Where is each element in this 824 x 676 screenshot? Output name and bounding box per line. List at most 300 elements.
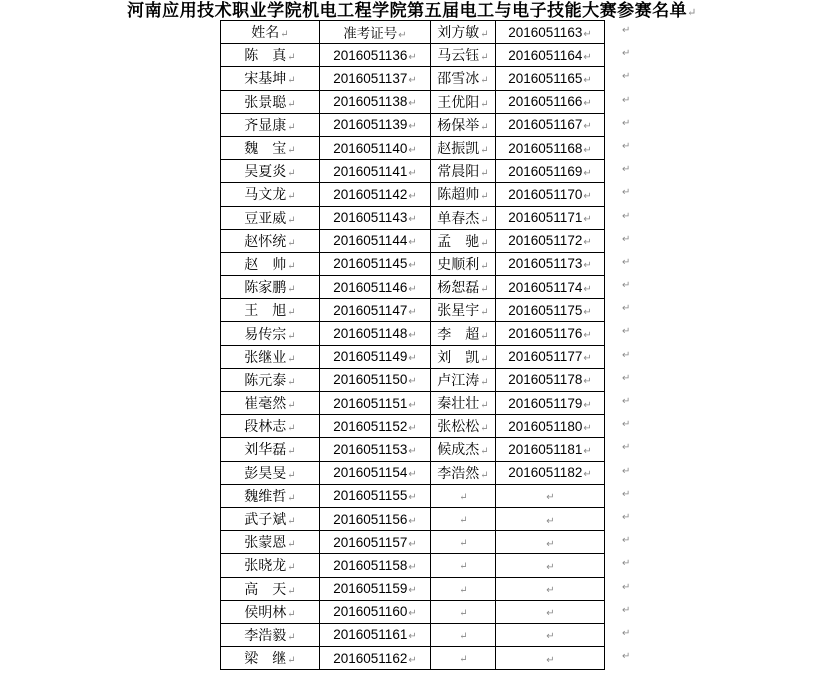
name-cell xyxy=(221,21,320,44)
row-end-mark-icon: ↵ xyxy=(622,534,631,546)
name-cell xyxy=(431,299,496,322)
cell-text: 2016051164 xyxy=(508,47,583,63)
paragraph-mark-icon: ↵ xyxy=(459,584,468,596)
cell-text: 陈家鹏 xyxy=(244,280,287,297)
paragraph-mark-icon: ↵ xyxy=(546,585,555,597)
paragraph-mark-icon: ↵ xyxy=(546,538,555,550)
row-end-mark-icon: ↵ xyxy=(622,511,631,523)
paragraph-mark-icon: ↵ xyxy=(287,492,296,504)
paragraph-mark-icon: ↵ xyxy=(459,607,468,619)
paragraph-mark-icon: ↵ xyxy=(287,284,296,296)
exam-id-cell xyxy=(320,554,431,577)
cell-text: 段林志 xyxy=(244,419,287,436)
cell-text: 2016051157 xyxy=(333,534,408,550)
name-cell xyxy=(431,21,496,44)
paragraph-mark-icon: ↵ xyxy=(408,631,417,643)
table-row xyxy=(221,252,605,275)
table-row xyxy=(221,531,605,554)
paragraph-mark-icon: ↵ xyxy=(480,284,489,296)
name-cell xyxy=(431,577,496,600)
cell-text: 卢江涛 xyxy=(437,372,480,389)
exam-id-cell xyxy=(320,484,431,507)
paragraph-mark-icon: ↵ xyxy=(408,515,417,527)
paragraph-mark-icon: ↵ xyxy=(480,214,489,226)
cell-text: 魏 宝 xyxy=(244,141,287,158)
name-cell xyxy=(431,252,496,275)
cell-text: 张蒙恩 xyxy=(244,535,287,552)
row-end-mark-icon: ↵ xyxy=(622,94,631,106)
row-end-mark-icon: ↵ xyxy=(622,279,631,291)
cell-text: 2016051160 xyxy=(333,604,408,620)
cell-text: 杨保举 xyxy=(437,117,480,134)
name-cell xyxy=(431,322,496,345)
table-row xyxy=(221,276,605,299)
table-row xyxy=(221,136,605,159)
paragraph-mark-icon: ↵ xyxy=(287,516,296,528)
cell-text: 王优阳 xyxy=(437,94,480,111)
cell-text: 2016051159 xyxy=(333,581,408,597)
name-cell xyxy=(431,183,496,206)
name-cell xyxy=(431,160,496,183)
exam-id-cell xyxy=(320,252,431,275)
paragraph-mark-icon: ↵ xyxy=(287,446,296,458)
exam-id-cell xyxy=(320,345,431,368)
cell-text: 张松松 xyxy=(437,419,480,436)
cell-text: 刘 凯 xyxy=(437,349,480,366)
cell-text: 2016051179 xyxy=(508,395,583,411)
paragraph-mark-icon: ↵ xyxy=(408,445,417,457)
paragraph-mark-icon: ↵ xyxy=(408,237,417,249)
cell-text: 2016051140 xyxy=(333,140,408,156)
paragraph-mark-icon: ↵ xyxy=(480,446,489,458)
table-row xyxy=(221,554,605,577)
paragraph-mark-icon: ↵ xyxy=(408,561,417,573)
name-cell xyxy=(431,90,496,113)
paragraph-mark-icon: ↵ xyxy=(287,307,296,319)
cell-text: 豆亚威 xyxy=(244,210,287,227)
table-row xyxy=(221,345,605,368)
cell-text: 单春杰 xyxy=(437,210,480,227)
row-end-mark-icon: ↵ xyxy=(622,47,631,59)
table-row xyxy=(221,67,605,90)
name-cell xyxy=(431,507,496,530)
cell-text: 2016051172 xyxy=(508,233,583,249)
paragraph-mark-icon: ↵ xyxy=(287,52,296,64)
cell-text: 邵雪冰 xyxy=(437,71,480,88)
name-cell xyxy=(221,183,320,206)
cell-text: 2016051177 xyxy=(508,349,583,365)
paragraph-mark-icon: ↵ xyxy=(287,585,296,597)
name-cell xyxy=(431,531,496,554)
cell-text: 2016051148 xyxy=(333,326,408,342)
name-cell xyxy=(221,600,320,623)
paragraph-mark-icon: ↵ xyxy=(408,654,417,666)
cell-text: 常晨阳 xyxy=(437,164,480,181)
exam-id-cell xyxy=(496,160,605,183)
paragraph-mark-icon: ↵ xyxy=(287,562,296,574)
paragraph-mark-icon: ↵ xyxy=(459,491,468,503)
name-cell xyxy=(221,160,320,183)
paragraph-mark-icon: ↵ xyxy=(287,353,296,365)
name-cell xyxy=(221,577,320,600)
exam-id-cell xyxy=(320,229,431,252)
name-cell xyxy=(431,647,496,670)
name-cell xyxy=(431,415,496,438)
exam-id-cell xyxy=(320,322,431,345)
paragraph-mark-icon: ↵ xyxy=(583,306,592,318)
name-cell xyxy=(431,623,496,646)
paragraph-mark-icon: ↵ xyxy=(480,98,489,110)
exam-id-cell xyxy=(320,415,431,438)
cell-text: 2016051182 xyxy=(508,465,583,481)
exam-id-cell xyxy=(320,507,431,530)
paragraph-mark-icon: ↵ xyxy=(583,190,592,202)
exam-id-cell xyxy=(496,484,605,507)
cell-text: 2016051155 xyxy=(333,488,408,504)
row-end-mark-icon: ↵ xyxy=(622,186,631,198)
exam-id-cell xyxy=(320,90,431,113)
exam-id-cell xyxy=(496,183,605,206)
table-row xyxy=(221,484,605,507)
table-row xyxy=(221,44,605,67)
paragraph-mark-icon: ↵ xyxy=(583,422,592,434)
paragraph-mark-icon: ↵ xyxy=(287,608,296,620)
name-cell xyxy=(431,113,496,136)
exam-id-cell xyxy=(496,44,605,67)
paragraph-mark-icon: ↵ xyxy=(287,423,296,435)
paragraph-mark-icon: ↵ xyxy=(408,608,417,620)
paragraph-mark-icon: ↵ xyxy=(408,190,417,202)
cell-text: 2016051165 xyxy=(508,70,583,86)
name-cell xyxy=(221,392,320,415)
cell-text: 2016051166 xyxy=(508,94,583,110)
cell-text: 彭昊旻 xyxy=(244,465,287,482)
cell-text: 武子斌 xyxy=(244,512,287,529)
cell-text: 2016051158 xyxy=(333,557,408,573)
paragraph-mark-icon: ↵ xyxy=(480,145,489,157)
cell-text: 张景聪 xyxy=(244,94,287,111)
name-cell xyxy=(221,623,320,646)
paragraph-mark-icon: ↵ xyxy=(287,631,296,643)
cell-text: 准考证号 xyxy=(343,26,398,42)
paragraph-mark-icon: ↵ xyxy=(480,400,489,412)
paragraph-mark-icon: ↵ xyxy=(408,260,417,272)
cell-text: 2016051137 xyxy=(333,70,408,86)
table-row xyxy=(221,600,605,623)
table-row xyxy=(221,299,605,322)
paragraph-mark-icon: ↵ xyxy=(287,168,296,180)
cell-text: 孟 驰 xyxy=(437,233,480,250)
cell-text: 2016051149 xyxy=(333,349,408,365)
paragraph-mark-icon: ↵ xyxy=(287,191,296,203)
paragraph-mark-icon: ↵ xyxy=(287,214,296,226)
exam-id-cell xyxy=(320,136,431,159)
paragraph-mark-icon: ↵ xyxy=(408,51,417,63)
exam-id-cell xyxy=(496,322,605,345)
cell-text: 2016051150 xyxy=(333,372,408,388)
cell-text: 2016051178 xyxy=(508,372,583,388)
name-cell xyxy=(221,299,320,322)
exam-id-cell xyxy=(496,252,605,275)
exam-id-cell xyxy=(320,577,431,600)
cell-text: 李浩毅 xyxy=(244,627,287,644)
row-end-mark-icon: ↵ xyxy=(622,372,631,384)
row-end-mark-icon: ↵ xyxy=(622,627,631,639)
cell-text: 梁 继 xyxy=(244,651,287,668)
paragraph-mark-icon: ↵ xyxy=(408,399,417,411)
name-cell xyxy=(431,600,496,623)
exam-id-cell xyxy=(496,345,605,368)
cell-text: 2016051139 xyxy=(333,117,408,133)
row-end-mark-icon: ↵ xyxy=(622,302,631,314)
table-row xyxy=(221,438,605,461)
row-end-mark-icon: ↵ xyxy=(622,24,631,36)
name-cell xyxy=(221,554,320,577)
paragraph-mark-icon: ↵ xyxy=(287,330,296,342)
exam-id-cell xyxy=(320,206,431,229)
cell-text: 刘华磊 xyxy=(244,442,287,459)
row-end-mark-icon: ↵ xyxy=(622,210,631,222)
row-end-mark-icon: ↵ xyxy=(622,233,631,245)
exam-id-cell xyxy=(320,160,431,183)
cell-text: 王 旭 xyxy=(244,303,287,320)
paragraph-mark-icon: ↵ xyxy=(480,168,489,180)
table-row xyxy=(221,392,605,415)
paragraph-mark-icon: ↵ xyxy=(408,330,417,342)
paragraph-mark-icon: ↵ xyxy=(287,400,296,412)
name-cell xyxy=(221,345,320,368)
cell-text: 2016051145 xyxy=(333,256,408,272)
exam-id-cell xyxy=(320,531,431,554)
cell-text: 张继业 xyxy=(244,349,287,366)
row-end-mark-icon: ↵ xyxy=(622,465,631,477)
cell-text: 齐显康 xyxy=(244,117,287,134)
row-end-mark-icon: ↵ xyxy=(622,117,631,129)
cell-text: 张晓龙 xyxy=(244,558,287,575)
paragraph-mark-icon: ↵ xyxy=(480,469,489,481)
cell-text: 张星宇 xyxy=(437,303,480,320)
paragraph-mark-icon: ↵ xyxy=(546,608,555,620)
exam-id-cell xyxy=(496,206,605,229)
paragraph-mark-icon: ↵ xyxy=(459,654,468,666)
paragraph-mark-icon: ↵ xyxy=(408,167,417,179)
exam-id-cell xyxy=(496,368,605,391)
paragraph-mark-icon: ↵ xyxy=(546,654,555,666)
paragraph-mark-icon: ↵ xyxy=(459,515,468,527)
cell-text: 魏维哲 xyxy=(244,488,287,505)
paragraph-mark-icon: ↵ xyxy=(546,515,555,527)
paragraph-mark-icon: ↵ xyxy=(480,260,489,272)
paragraph-mark-icon: ↵ xyxy=(287,237,296,249)
cell-text: 2016051167 xyxy=(508,117,583,133)
table-row xyxy=(221,368,605,391)
paragraph-mark-icon: ↵ xyxy=(480,376,489,388)
paragraph-mark-icon: ↵ xyxy=(583,167,592,179)
name-cell xyxy=(221,90,320,113)
name-cell xyxy=(221,438,320,461)
exam-id-cell xyxy=(496,299,605,322)
name-cell xyxy=(431,438,496,461)
name-cell xyxy=(221,67,320,90)
paragraph-mark-icon: ↵ xyxy=(408,469,417,481)
cell-text: 杨恕磊 xyxy=(437,280,480,297)
name-cell xyxy=(221,206,320,229)
exam-id-cell xyxy=(496,577,605,600)
paragraph-mark-icon: ↵ xyxy=(583,283,592,295)
exam-id-cell xyxy=(496,276,605,299)
cell-text: 陈超帅 xyxy=(437,187,480,204)
name-cell xyxy=(221,229,320,252)
cell-text: 2016051169 xyxy=(508,163,583,179)
table-row xyxy=(221,507,605,530)
exam-id-cell xyxy=(320,299,431,322)
paragraph-mark-icon: ↵ xyxy=(287,539,296,551)
paragraph-mark-icon: ↵ xyxy=(583,121,592,133)
cell-text: 2016051156 xyxy=(333,511,408,527)
paragraph-mark-icon: ↵ xyxy=(546,492,555,504)
table-row xyxy=(221,647,605,670)
cell-text: 2016051180 xyxy=(508,418,583,434)
name-cell xyxy=(221,113,320,136)
paragraph-mark-icon: ↵ xyxy=(583,330,592,342)
name-cell xyxy=(431,44,496,67)
name-cell xyxy=(431,345,496,368)
row-end-mark-icon: ↵ xyxy=(622,325,631,337)
name-cell xyxy=(221,252,320,275)
cell-text: 崔毫然 xyxy=(244,396,287,413)
exam-id-cell xyxy=(496,647,605,670)
cell-text: 吴夏炎 xyxy=(244,164,287,181)
paragraph-mark-icon: ↵ xyxy=(583,214,592,226)
cell-text: 高 天 xyxy=(244,581,287,598)
exam-id-cell xyxy=(320,113,431,136)
name-cell xyxy=(221,368,320,391)
exam-id-cell xyxy=(496,229,605,252)
cell-text: 候成杰 xyxy=(437,442,480,459)
name-cell xyxy=(431,67,496,90)
cell-text: 易传宗 xyxy=(244,326,287,343)
paragraph-mark-icon: ↵ xyxy=(408,306,417,318)
cell-text: 刘方敏 xyxy=(437,25,480,42)
paragraph-mark-icon: ↵ xyxy=(408,585,417,597)
name-cell xyxy=(431,554,496,577)
exam-id-cell xyxy=(496,392,605,415)
paragraph-mark-icon: ↵ xyxy=(480,75,489,87)
cell-text: 2016051162 xyxy=(333,650,408,666)
cell-text: 2016051170 xyxy=(508,186,583,202)
row-end-mark-icon: ↵ xyxy=(622,70,631,82)
cell-text: 2016051173 xyxy=(508,256,583,272)
paragraph-mark-icon: ↵ xyxy=(287,145,296,157)
roster-table-wrapper xyxy=(220,20,605,670)
cell-text: 2016051136 xyxy=(333,47,408,63)
exam-id-cell xyxy=(320,600,431,623)
row-end-mark-icon: ↵ xyxy=(622,581,631,593)
cell-text: 2016051152 xyxy=(333,418,408,434)
table-row xyxy=(221,90,605,113)
paragraph-mark-icon: ↵ xyxy=(287,98,296,110)
roster-table-body xyxy=(221,21,605,670)
cell-text: 侯明林 xyxy=(244,604,287,621)
paragraph-mark-icon: ↵ xyxy=(459,561,468,573)
exam-id-cell xyxy=(320,438,431,461)
row-end-mark-icon: ↵ xyxy=(622,163,631,175)
name-cell xyxy=(221,484,320,507)
row-end-mark-icon: ↵ xyxy=(622,557,631,569)
paragraph-mark-icon: ↵ xyxy=(583,144,592,156)
row-end-mark-icon: ↵ xyxy=(622,418,631,430)
paragraph-mark-icon: ↵ xyxy=(287,376,296,388)
paragraph-mark-icon: ↵ xyxy=(583,98,592,110)
paragraph-mark-icon: ↵ xyxy=(480,353,489,365)
name-cell xyxy=(221,415,320,438)
table-header-row xyxy=(221,21,605,44)
name-cell xyxy=(221,647,320,670)
name-cell xyxy=(431,136,496,159)
paragraph-mark-icon: ↵ xyxy=(287,260,296,272)
paragraph-mark-icon: ↵ xyxy=(480,423,489,435)
cell-text: 姓名 xyxy=(251,25,280,42)
paragraph-mark-icon: ↵ xyxy=(583,51,592,63)
name-cell xyxy=(221,44,320,67)
table-row xyxy=(221,415,605,438)
table-row xyxy=(221,160,605,183)
name-cell xyxy=(431,229,496,252)
paragraph-mark-icon: ↵ xyxy=(583,353,592,365)
exam-id-cell xyxy=(320,623,431,646)
paragraph-mark-icon: ↵ xyxy=(408,98,417,110)
paragraph-mark-icon: ↵ xyxy=(687,6,697,19)
table-row xyxy=(221,206,605,229)
paragraph-mark-icon: ↵ xyxy=(408,144,417,156)
table-row xyxy=(221,113,605,136)
paragraph-mark-icon: ↵ xyxy=(583,445,592,457)
exam-id-cell xyxy=(496,113,605,136)
name-cell xyxy=(431,392,496,415)
name-cell xyxy=(431,206,496,229)
name-cell xyxy=(221,136,320,159)
paragraph-mark-icon: ↵ xyxy=(408,422,417,434)
exam-id-cell xyxy=(320,44,431,67)
cell-text: 2016051163 xyxy=(508,24,583,40)
cell-text: 2016051161 xyxy=(333,627,408,643)
paragraph-mark-icon: ↵ xyxy=(398,30,407,42)
cell-text: 2016051176 xyxy=(508,326,583,342)
paragraph-mark-icon: ↵ xyxy=(459,630,468,642)
cell-text: 2016051151 xyxy=(333,395,408,411)
paragraph-mark-icon: ↵ xyxy=(287,75,296,87)
paragraph-mark-icon: ↵ xyxy=(408,74,417,86)
name-cell xyxy=(221,507,320,530)
cell-text: 2016051147 xyxy=(333,302,408,318)
name-cell xyxy=(431,276,496,299)
table-row xyxy=(221,183,605,206)
exam-id-cell xyxy=(320,183,431,206)
exam-id-cell xyxy=(320,21,431,44)
paragraph-mark-icon: ↵ xyxy=(459,538,468,550)
cell-text: 2016051175 xyxy=(508,302,583,318)
cell-text: 2016051143 xyxy=(333,210,408,226)
cell-text: 2016051171 xyxy=(508,210,583,226)
paragraph-mark-icon: ↵ xyxy=(583,28,592,40)
table-row xyxy=(221,229,605,252)
paragraph-mark-icon: ↵ xyxy=(408,283,417,295)
cell-text: 秦壮壮 xyxy=(437,396,480,413)
cell-text: 史顺利 xyxy=(437,256,480,273)
name-cell xyxy=(221,322,320,345)
row-end-mark-icon: ↵ xyxy=(622,488,631,500)
paragraph-mark-icon: ↵ xyxy=(546,631,555,643)
